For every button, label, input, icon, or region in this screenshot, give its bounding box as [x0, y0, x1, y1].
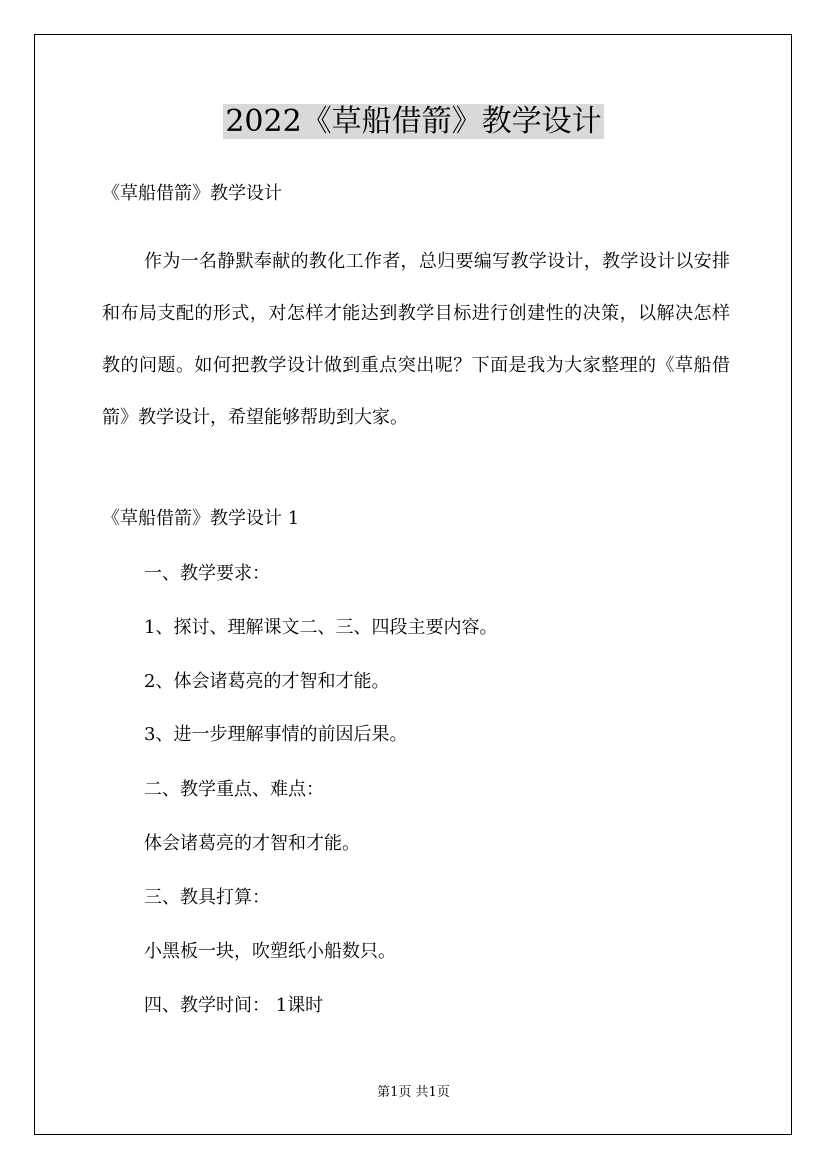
- document-title-text: 2022《草船借箭》教学设计: [225, 104, 602, 139]
- intro-paragraph: 作为一名静默奉献的教化工作者，总归要编写教学设计，教学设计以安排和布局支配的形式，对怎样才能达到教学目标进行创建性的决策，以解决怎样教的问题。如何把教学设计做到重点突出呢？下面是我为大家整理的《草船借箭》教学设计，希望能够帮助到大家。: [102, 251, 730, 428]
- section-heading: 《草船借箭》教学设计 1: [102, 508, 300, 529]
- list-item: 二、教学重点、难点：: [144, 779, 324, 800]
- list-item: 3、进一步理解事情的前因后果。: [144, 724, 408, 745]
- list-item: 小黑板一块，吹塑纸小船数只。: [144, 941, 396, 962]
- document-title: [0, 100, 827, 144]
- list-item: 体会诸葛亮的才智和才能。: [144, 833, 360, 854]
- page-footer: 第1页 共1页: [377, 1085, 450, 1100]
- list-item: 一、教学要求：: [144, 563, 270, 584]
- list-item: 1、探讨、理解课文二、三、四段主要内容。: [144, 617, 498, 638]
- list-item: 四、教学时间： 1课时: [144, 995, 324, 1016]
- list-item: 2、体会诸葛亮的才智和才能。: [144, 671, 390, 692]
- subtitle: 《草船借箭》教学设计: [102, 183, 282, 204]
- list-item: 三、教具打算：: [144, 887, 270, 908]
